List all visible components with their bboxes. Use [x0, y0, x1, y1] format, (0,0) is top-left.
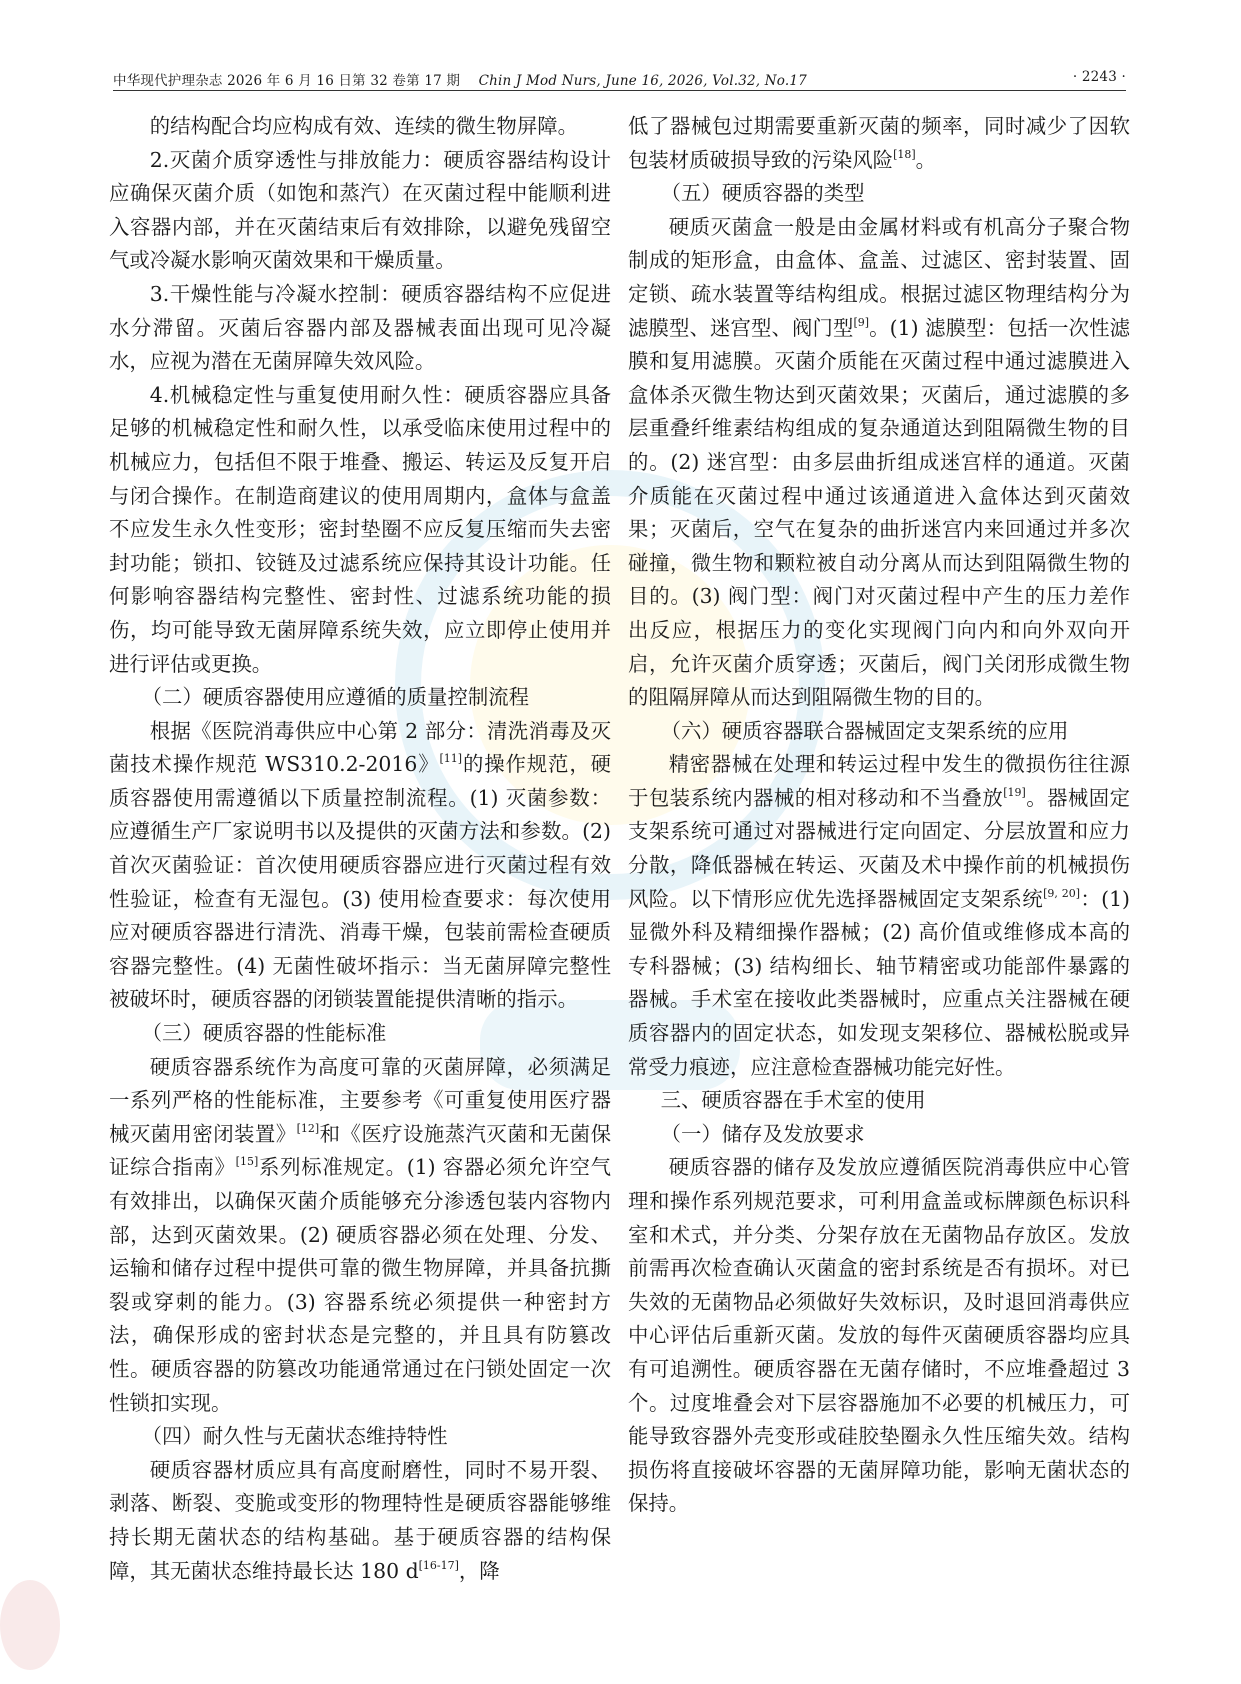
paragraph-text: 。 [915, 147, 937, 172]
citation-ref: [9, 20] [1043, 886, 1080, 900]
citation-ref: [12] [296, 1121, 320, 1135]
section-heading [628, 1084, 1130, 1118]
citation-ref: [19] [1003, 785, 1026, 799]
running-header [113, 66, 1126, 91]
body-paragraph [109, 1051, 611, 1421]
paragraph-text: 的操作规范，硬质容器使用需遵循以下质量控制流程。(1) 灭菌参数：应遵循生产厂家说明书以及提供的灭菌方法和参数。(2) 首次灭菌验证：首次使用硬质容器应进行灭菌过程有效性验证，检查有无湿包。(3) 使用检查要求：每次使用应对硬质容器进行清洗、消毒干燥，包装前需检查硬质容器完整性。(4) 无菌性破坏指示：当无菌屏障完整性被破坏时，硬质容器的闭锁装置能提供清晰的指示。 [109, 752, 611, 1012]
paragraph-text: 硬质容器的储存及发放应遵循医院消毒供应中心管理和操作系列规范要求，可利用盒盖或标牌颜色标识科室和术式，并分类、分架存放在无菌物品存放区。发放前需再次检查确认灭菌盒的密封系统是否有损坏。对已失效的无菌物品必须做好失效标识，及时退回消毒供应中心评估后重新灭菌。发放的每件灭菌硬质容器均应具有可追溯性。硬质容器在无菌存储时，不应堆叠超过 3 个。过度堆叠会对下层容器施加不必要的机械压力，可能导致容器外壳变形或硅胶垫圈永久性压缩失效。结构损伤将直接破坏容器的无菌屏障功能，影响无菌状态的保持。 [628, 1155, 1130, 1516]
page-number: · 2243 · [1072, 69, 1126, 85]
paragraph-text: ，降 [458, 1558, 500, 1583]
body-paragraph [628, 211, 1130, 715]
heading-text: （三）硬质容器的性能标准 [141, 1021, 387, 1046]
paragraph-text: 和《医疗设施蒸汽灭菌和无菌保证综合指南》 [109, 1121, 611, 1180]
section-heading [109, 681, 611, 715]
heading-text: （五）硬质容器的类型 [660, 181, 865, 206]
journal-citation [113, 69, 807, 89]
section-heading [109, 1017, 611, 1051]
citation-ref: [15] [235, 1155, 259, 1169]
paragraph-text: 3.干燥性能与冷凝水控制：硬质容器结构不应促进水分滞留。灭菌后容器内部及器械表面出现可见冷凝水，应视为潜在无菌屏障失效风险。 [109, 281, 611, 374]
corner-flower-mark [0, 1580, 60, 1670]
journal-name-en: Chin J Mod Nurs, June 16, 2026, Vol.32, No.17 [478, 73, 807, 89]
citation-ref: [18] [893, 147, 916, 161]
body-paragraph [628, 1151, 1130, 1521]
paragraph-text: 2.灭菌介质穿透性与排放能力：硬质容器结构设计应确保灭菌介质（如饱和蒸汽）在灭菌过程中能顺利进入容器内部，并在灭菌结束后有效排除，以避免残留空气或冷凝水影响灭菌效果和干燥质量。 [109, 147, 611, 273]
section-heading [628, 1118, 1130, 1152]
citation-ref: [16-17] [418, 1558, 459, 1572]
body-paragraph [109, 379, 611, 681]
body-paragraph [109, 144, 611, 278]
body-paragraph [109, 278, 611, 379]
paragraph-text: 精密器械在处理和转运过程中发生的微损伤往往源于包装系统内器械的相对移动和不当叠放 [628, 752, 1130, 810]
paragraph-text: 低了器械包过期需要重新灭菌的频率，同时减少了因软包装材质破损导致的污染风险 [628, 114, 1130, 172]
citation-ref: [9] [853, 315, 870, 329]
body-paragraph [109, 1454, 611, 1588]
section-heading [628, 715, 1130, 749]
paragraph-text: 4.机械稳定性与重复使用耐久性：硬质容器应具备足够的机械稳定性和耐久性，以承受临床使用过程中的机械应力，包括但不限于堆叠、搬运、转运及反复开启与闭合操作。在制造商建议的使用周期内，盒体与盒盖不应发生永久性变形；密封垫圈不应反复压缩而失去密封功能；锁扣、铰链及过滤系统应保持其设计功能。任何影响容器结构完整性、密封性、过滤系统功能的损伤，均可能导致无菌屏障系统失效，应立即停止使用并进行评估或更换。 [109, 382, 611, 676]
left-column [109, 110, 611, 1588]
paragraph-text: 的结构配合均应构成有效、连续的微生物屏障。 [149, 114, 578, 138]
heading-text: （二）硬质容器使用应遵循的质量控制流程 [141, 685, 530, 710]
paragraph-text: 硬质容器材质应具有高度耐磨性，同时不易开裂、剥落、断裂、变脆或变形的物理特性是硬质容器能够维持长期无菌状态的结构基础。基于硬质容器的结构保障，其无菌状态维持最长达 180 d [109, 1457, 611, 1583]
heading-text: 三、硬质容器在手术室的使用 [660, 1088, 926, 1113]
paragraph-text: ：(1) 显微外科及精细操作器械；(2) 高价值或维修成本高的专科器械；(3) 结构细长、轴节精密或功能部件暴露的器械。手术室在接收此类器械时，应重点关注器械在硬质容器内的固定状态，如发现支架移位、器械松脱或异常受力痕迹，应注意检查器械功能完好性。 [628, 886, 1130, 1079]
paragraph-text: 硬质容器系统作为高度可靠的灭菌屏障，必须满足一系列严格的性能标准，主要参考《可重复使用医疗器械灭菌用密闭装置》 [109, 1054, 611, 1146]
body-paragraph [109, 110, 611, 144]
heading-text: （六）硬质容器联合器械固定支架系统的应用 [660, 718, 1069, 743]
right-column [628, 110, 1130, 1521]
heading-text: （四）耐久性与无菌状态维持特性 [141, 1424, 448, 1449]
citation-ref: [11] [439, 752, 463, 766]
heading-text: （一）储存及发放要求 [660, 1121, 865, 1146]
paragraph-text: 系列标准规定。(1) 容器必须允许空气有效排出，以确保灭菌介质能够充分渗透包装内容物内部，达到灭菌效果。(2) 硬质容器必须在处理、分发、运输和储存过程中提供可靠的微生物屏障，并具备抗撕裂或穿刺的能力。(3) 容器系统必须提供一种密封方法，确保形成的密封状态是完整的，并且具有防篡改性。硬质容器的防篡改功能通常通过在闩锁处固定一次性锁扣实现。 [109, 1155, 611, 1415]
paragraph-text: 根据《医院消毒供应中心第 2 部分：清洗消毒及灭菌技术操作规范 WS310.2-2016》 [109, 718, 611, 777]
paragraph-text: 。器械固定支架系统可通过对器械进行定向固定、分层放置和应力分散，降低器械在转运、灭菌及术中操作前的机械损伤风险。以下情形应优先选择器械固定支架系统 [628, 785, 1130, 911]
body-paragraph [109, 715, 611, 1017]
paragraph-text: 硬质灭菌盒一般是由金属材料或有机高分子聚合物制成的矩形盒，由盒体、盒盖、过滤区、密封装置、固定锁、疏水装置等结构组成。根据过滤区物理结构分为滤膜型、迷宫型、阀门型 [628, 214, 1130, 340]
section-heading [628, 177, 1130, 211]
journal-name-cn: 中华现代护理杂志 2026 年 6 月 16 日第 32 卷第 17 期 [113, 73, 461, 89]
body-paragraph [628, 110, 1130, 177]
section-heading [109, 1420, 611, 1454]
paragraph-text: 。(1) 滤膜型：包括一次性滤膜和复用滤膜。灭菌介质能在灭菌过程中通过滤膜进入盒体杀灭微生物达到灭菌效果；灭菌后，通过滤膜的多层重叠纤维素结构组成的复杂通道达到阻隔微生物的目的。(2) 迷宫型：由多层曲折组成迷宫样的通道。灭菌介质能在灭菌过程中通过该通道进入盒体达到灭菌效果；灭菌后，空气在复杂的曲折迷宫内来回通过并多次碰撞，微生物和颗粒被自动分离从而达到阻隔微生物的目的。(3) 阀门型：阀门对灭菌过程中产生的压力差作出反应，根据压力的变化实现阀门向内和向外双向开启，允许灭菌介质穿透；灭菌后，阀门关闭形成微生物的阻隔屏障从而达到阻隔微生物的目的。 [628, 315, 1130, 710]
body-paragraph [628, 748, 1130, 1084]
